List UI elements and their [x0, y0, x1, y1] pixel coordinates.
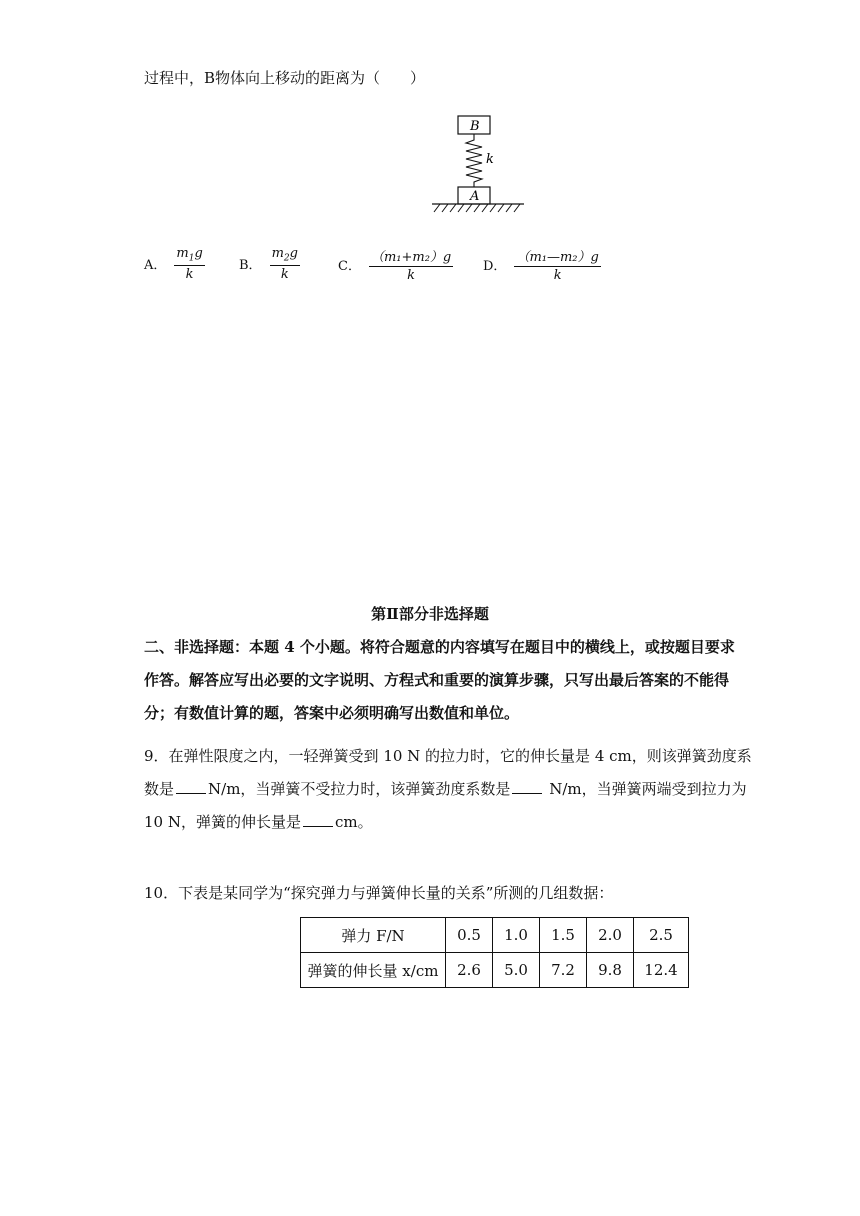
option-a-letter: A． [144, 258, 167, 274]
table-cell: 1.5 [540, 918, 587, 953]
q9-blank-3[interactable] [303, 812, 333, 827]
q10-stem: 10．下表是某同学为“探究弹力与弹簧伸长量的关系”所测的几组数据： [144, 884, 614, 902]
table-cell: 12.4 [634, 953, 689, 988]
option-b-fraction: $\frac{m_2g}{k}$ [271, 246, 298, 282]
option-c-fraction: $\frac{\text{（m₁+m₂）g}}{k}$ [369, 246, 453, 283]
option-c [338, 246, 453, 283]
option-c-letter: C． [338, 259, 361, 274]
q9-line-1: 9．在弹性限度之内，一轻弹簧受到 10 N 的拉力时，它的伸长量是 4 cm，则该弹簧劲度系 [144, 747, 752, 765]
table-cell: 2.0 [587, 918, 634, 953]
block-a-label: A [470, 189, 480, 204]
table-cell: 5.0 [493, 953, 540, 988]
part2-instruction-line-3: 分；有数值计算的题，答案中必须明确写出数值和单位。 [144, 704, 520, 722]
option-a [144, 246, 205, 282]
option-d-fraction: $\frac{\text{（m₁—m₂）g}}{k}$ [514, 246, 600, 283]
spring-blocks-figure [428, 112, 528, 216]
table-header-force: 弹力 F/N [301, 918, 446, 953]
spring [466, 134, 482, 187]
table-cell: 0.5 [446, 918, 493, 953]
q9-blank-1[interactable] [176, 779, 206, 794]
option-b [239, 246, 300, 282]
spring-constant-label: k [486, 152, 494, 167]
option-d-letter: D． [483, 259, 507, 274]
table-cell: 7.2 [540, 953, 587, 988]
option-d [483, 246, 601, 283]
option-a-fraction: $\frac{m_1g}{k}$ [176, 246, 203, 282]
part2-instruction-line-2: 作答。解答应写出必要的文字说明、方程式和重要的演算步骤，只写出最后答案的不能得 [144, 671, 730, 689]
table-cell: 9.8 [587, 953, 634, 988]
q9-blank-2[interactable] [512, 779, 542, 794]
part2-title: 第Ⅱ部分非选择题 [371, 605, 489, 623]
table-row [301, 918, 689, 953]
ground-hatch [434, 204, 520, 212]
q8-stem-tail: 过程中，B物体向上移动的距离为（ ） [144, 69, 426, 87]
table-row [301, 953, 689, 988]
q9-line-2: 数是 N/m，当弹簧不受拉力时，该弹簧劲度系数是 N/m，当弹簧两端受到拉力为 [144, 780, 747, 798]
table-header-extension: 弹簧的伸长量 x/cm [301, 953, 446, 988]
part2-instruction-line-1: 二、非选择题：本题 4 个小题。将符合题意的内容填写在题目中的横线上，或按题目要求 [144, 638, 735, 656]
block-b-label: B [470, 119, 480, 134]
spring-data-table [300, 917, 689, 988]
q9-line-3: 10 N，弹簧的伸长量是 cm。 [144, 813, 373, 831]
table-cell: 2.6 [446, 953, 493, 988]
table-cell: 1.0 [493, 918, 540, 953]
table-cell: 2.5 [634, 918, 689, 953]
option-b-letter: B． [239, 258, 262, 274]
